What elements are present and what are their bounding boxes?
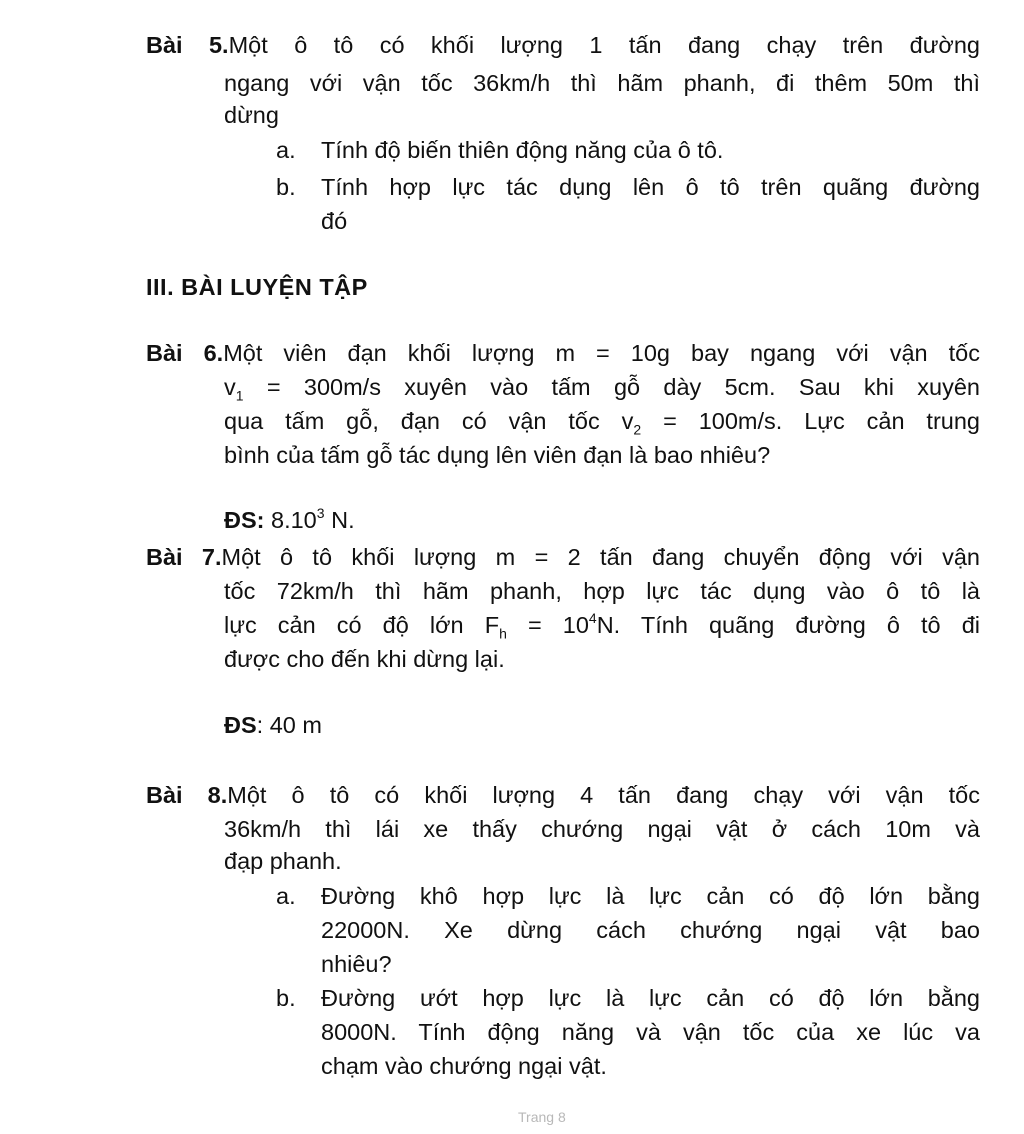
bai7-exponent: 4 (588, 610, 597, 627)
bai7-text-3a: lực cản có độ lớn F (224, 612, 500, 638)
bai6-text-2: = 300m/s xuyên vào tấm gỗ dày 5cm. Sau khi xuyên (243, 374, 980, 400)
bai8-label: Bài 8. (146, 782, 228, 808)
bai6-line-4: bình của tấm gỗ tác dụng lên viên đạn là bao nhiêu? (224, 442, 771, 468)
bai8-b-text-1: Đường ướt hợp lực là lực cản có độ lớn bằng (321, 985, 980, 1011)
bai7-text-1: Một ô tô khối lượng m = 2 tấn đang chuyển động với vận (221, 544, 980, 570)
bai8-line-3: đạp phanh. (224, 848, 342, 874)
bai5-b-text-1: Tính hợp lực tác dụng lên ô tô trên quãng đường (321, 174, 980, 200)
bai5-a-marker: a. (276, 137, 296, 163)
bai8-line-2: 36km/h thì lái xe thấy chướng ngại vật ở cách 10m và (224, 816, 980, 842)
bai5-b-marker: b. (276, 174, 296, 200)
bai7-line-1 (146, 542, 980, 574)
bai7-label: Bài 7. (146, 544, 222, 570)
bai7-text-3b: = 10 (506, 612, 589, 638)
bai5-a-text: Tính độ biến thiên động năng của ô tô. (321, 137, 724, 163)
bai6-answer-label: ĐS: (224, 507, 265, 533)
bai6-v1-symbol: v (224, 374, 236, 400)
bai5-line-1 (146, 30, 980, 62)
bai7-fh-subscript: h (499, 625, 507, 642)
bai8-a-text-3: nhiêu? (321, 951, 392, 977)
bai7-line-4: được cho đến khi dừng lại. (224, 646, 505, 672)
bai6-label: Bài 6. (146, 340, 224, 366)
bai5-line-3: dừng (224, 102, 279, 128)
bai5-line-2: ngang với vận tốc 36km/h thì hãm phanh, đi thêm 50m thì (224, 70, 980, 96)
bai7-answer-value: : 40 m (256, 712, 322, 738)
bai6-line-3 (224, 406, 980, 438)
bai8-b-text-3: chạm vào chướng ngại vật. (321, 1053, 607, 1079)
bai8-a-text-1: Đường khô hợp lực là lực cản có độ lớn bằng (321, 883, 980, 909)
bai6-v2-subscript: 2 (633, 421, 642, 438)
bai6-answer (224, 505, 355, 537)
bai7-line-2: tốc 72km/h thì hãm phanh, hợp lực tác dụng vào ô tô là (224, 578, 980, 604)
bai6-line-1 (146, 338, 980, 370)
bai6-v1-subscript: 1 (235, 387, 244, 404)
bai7-text-3c: N. Tính quãng đường ô tô đi (596, 612, 980, 638)
bai5-b-text-2: đó (321, 208, 348, 234)
bai5-label: Bài 5. (146, 32, 229, 58)
bai8-a-marker: a. (276, 883, 296, 909)
bai6-line-2 (224, 372, 980, 404)
bai8-b-text-2: 8000N. Tính động năng và vận tốc của xe lúc va (321, 1019, 980, 1045)
bai6-answer-unit: N. (324, 507, 355, 533)
section-heading: III. BÀI LUYỆN TẬP (146, 274, 368, 300)
bai6-text-1: Một viên đạn khối lượng m = 10g bay ngang với vận tốc (223, 340, 980, 366)
bai7-answer (224, 710, 322, 742)
bai7-answer-label: ĐS (224, 712, 257, 738)
bai5-text-1: Một ô tô có khối lượng 1 tấn đang chạy trên đường (228, 32, 980, 58)
bai8-b-marker: b. (276, 985, 296, 1011)
bai7-line-3 (224, 610, 980, 642)
bai6-text-3b: = 100m/s. Lực cản trung (641, 408, 980, 434)
bai6-answer-base: 8.10 (264, 507, 317, 533)
page-number: Trang 8 (518, 1109, 566, 1125)
bai8-text-1: Một ô tô có khối lượng 4 tấn đang chạy với vận tốc (227, 782, 981, 808)
bai6-answer-exponent: 3 (316, 505, 325, 522)
bai8-a-text-2: 22000N. Xe dừng cách chướng ngại vật bao (321, 917, 980, 943)
bai8-line-1 (146, 780, 980, 812)
bai6-text-3a: qua tấm gỗ, đạn có vận tốc v (224, 408, 634, 434)
